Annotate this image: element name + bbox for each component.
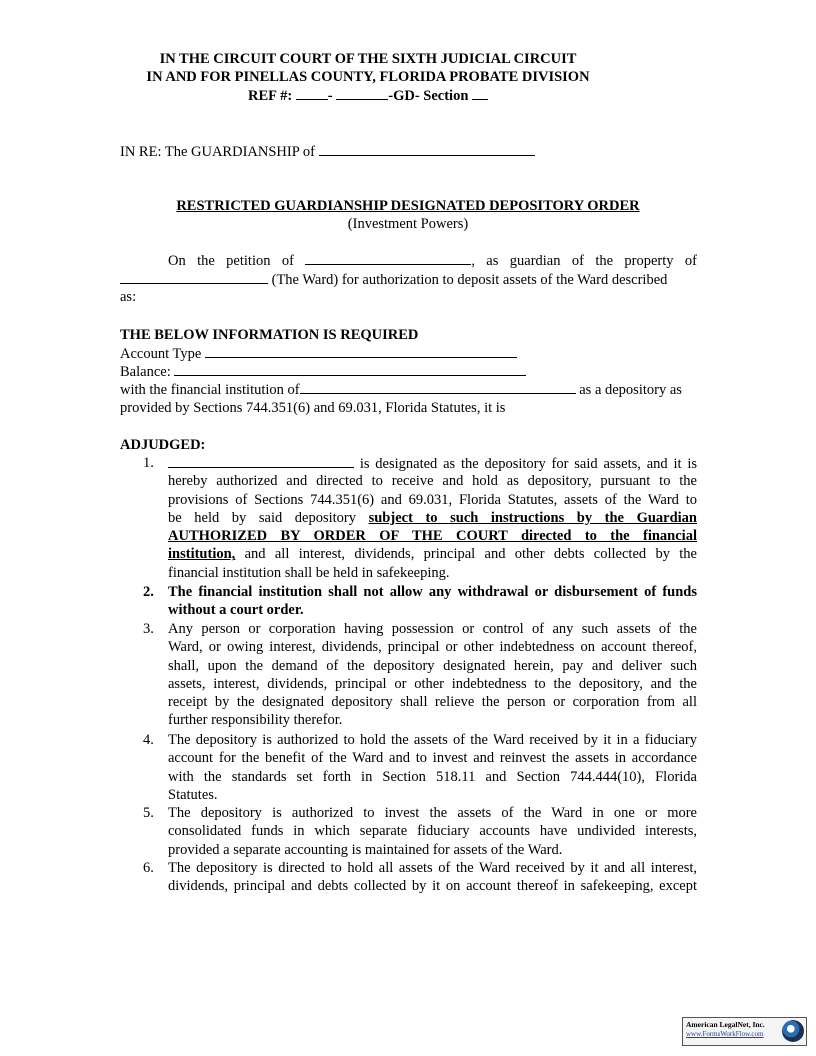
petition-line1: [120, 251, 697, 270]
item-1-line7: financial institution shall be held in safekeeping.: [168, 564, 450, 581]
item-1-line4a: be held by said depository: [168, 509, 357, 526]
item-3-line6: further responsibility therefor.: [168, 712, 343, 729]
item-1-line4b: subject to such instructions by the Guardian: [368, 509, 697, 526]
item-1-line6b: and all interest, dividends, principal and other debts collected by the: [235, 546, 697, 563]
balance-blank[interactable]: [174, 362, 526, 376]
adjudged-heading: ADJUDGED:: [120, 437, 206, 453]
item-4-line4: Statutes.: [168, 786, 218, 803]
court-header: [80, 50, 656, 105]
item-1-line5: AUTHORIZED BY ORDER OF THE COURT directed to the financial: [168, 528, 697, 545]
item-2-line1: The financial institution shall not allow any withdrawal or disbursement of funds: [168, 584, 697, 600]
item-3: [168, 620, 697, 730]
item-6-number: 6.: [143, 860, 154, 876]
petition-text-c: (The Ward) for authorization to deposit assets of the Ward described: [271, 272, 668, 288]
item-3-line5: receipt by the designated depository shall relieve the person or corporation from all: [168, 694, 697, 711]
ward-name-blank[interactable]: [319, 142, 535, 156]
petition-line2: [120, 270, 697, 289]
institution-blank[interactable]: [300, 380, 576, 394]
petition-text-b: , as guardian of the property of: [471, 253, 697, 269]
order-title-sub: (Investment Powers): [347, 216, 469, 232]
item-5: [168, 804, 697, 859]
item-6-line2: dividends, principal and debts collected by it on account thereof in safekeeping, except: [168, 878, 697, 895]
footer-company: American LegalNet, Inc.: [686, 1020, 765, 1029]
balance-label: Balance:: [120, 364, 171, 380]
globe-logo-icon: [782, 1020, 804, 1042]
in-re-line: [120, 142, 535, 161]
item-3-line2: Ward, or owing interest, dividends, principal or other indebtedness on account thereof,: [168, 639, 697, 656]
item-4-number: 4.: [143, 732, 154, 748]
ref-gd-section: -GD- Section: [388, 88, 469, 104]
ref-label: REF #:: [247, 88, 293, 104]
item-3-line3: shall, upon the demand of the depository designated herein, pay and deliver such: [168, 657, 697, 674]
item-5-line2: consolidated funds in which separate fiduciary accounts have undivided interests,: [168, 823, 697, 840]
court-header-line2: IN AND FOR PINELLAS COUNTY, FLORIDA PROBATE DIVISION: [146, 69, 590, 85]
item-2-number: 2.: [143, 584, 154, 600]
ref-year-blank[interactable]: [336, 86, 388, 100]
section-blank[interactable]: [472, 86, 488, 100]
balance-line: [120, 362, 697, 381]
ref-dash: -: [327, 88, 333, 104]
footer-url-link[interactable]: www.FormsWorkFlow.com: [686, 1030, 764, 1038]
item-1-number: 1.: [143, 455, 154, 471]
item-6: [168, 859, 697, 896]
item-1-line6a: institution,: [168, 546, 236, 563]
item-3-number: 3.: [143, 621, 154, 637]
item-3-line1: Any person or corporation having possession or control of any such assets of the: [168, 621, 697, 637]
petition-text-a: On the petition of: [168, 253, 294, 269]
order-title-main: RESTRICTED GUARDIANSHIP DESIGNATED DEPOSITORY ORDER: [176, 198, 640, 214]
account-type-blank[interactable]: [205, 344, 517, 358]
item-5-number: 5.: [143, 805, 154, 821]
item-1-line3: provisions of Sections 744.351(6) and 69.031, Florida Statutes, assets of the Ward to: [168, 491, 697, 508]
item-2-line2: without a court order.: [168, 602, 304, 619]
item-5-line3: provided a separate accounting is maintained for assets of the Ward.: [168, 841, 563, 858]
item-4-line1: The depository is authorized to hold the assets of the Ward received by it in a fiduciary: [168, 732, 697, 748]
item-1-line2: hereby authorized and directed to receive and hold as depository, pursuant to the: [168, 473, 697, 490]
required-heading: THE BELOW INFORMATION IS REQUIRED: [120, 327, 419, 343]
account-type-label: Account Type: [120, 346, 202, 362]
item-1-line1: is designated as the depository for said assets, and it is: [359, 456, 697, 472]
item-1: [168, 454, 697, 582]
item-6-line1: The depository is directed to hold all assets of the Ward received by it and all interest,: [168, 860, 697, 876]
item-4: [168, 731, 697, 804]
order-title: [80, 197, 736, 233]
item-2: [168, 583, 697, 620]
account-type-line: [120, 344, 697, 363]
petition-line3: as:: [120, 289, 137, 305]
institution-depository-text: as a depository as: [579, 382, 682, 398]
ref-line: [80, 86, 656, 105]
footer-badge: [682, 1017, 807, 1046]
item-4-line3: with the standards set forth in Section 518.11 and Section 744.444(10), Florida: [168, 768, 697, 785]
in-re-label: IN RE: The GUARDIANSHIP of: [120, 144, 315, 160]
depository-name-blank[interactable]: [168, 454, 354, 468]
ref-number-blank[interactable]: [296, 86, 328, 100]
institution-label: with the financial institution of: [120, 382, 300, 398]
item-5-line1: The depository is authorized to invest the assets of the Ward in one or more: [168, 805, 697, 821]
ward-blank[interactable]: [120, 270, 268, 284]
item-4-line2: account for the benefit of the Ward and to invest and reinvest the assets in accordance: [168, 750, 697, 767]
statute-line: provided by Sections 744.351(6) and 69.031, Florida Statutes, it is: [120, 400, 506, 416]
court-header-line1: IN THE CIRCUIT COURT OF THE SIXTH JUDICIAL CIRCUIT: [159, 51, 577, 67]
institution-line: [120, 380, 697, 399]
item-3-line4: assets, interest, dividends, principal or other indebtedness to the depository, and the: [168, 675, 697, 692]
petitioner-blank[interactable]: [305, 251, 471, 265]
